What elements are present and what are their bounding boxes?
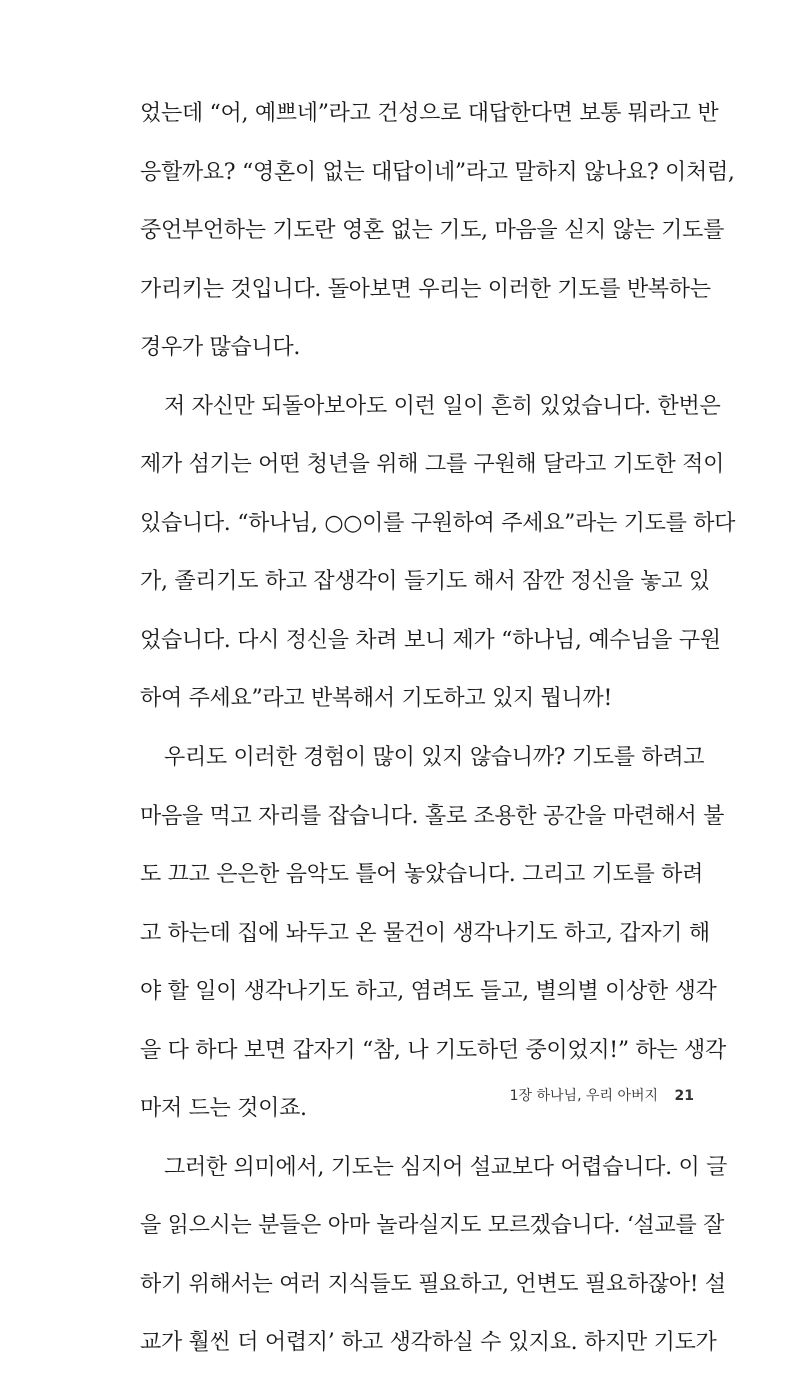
text-line: 경우가 많습니다. bbox=[140, 335, 301, 361]
text-line: 도 끄고 은은한 음악도 틀어 놓았습니다. 그리고 기도를 하려 bbox=[140, 862, 704, 888]
page-number: 21 bbox=[674, 1088, 694, 1104]
text-line: 저 자신만 되돌아보아도 이런 일이 흔히 있었습니다. 한번은 bbox=[164, 393, 721, 419]
text-line: 가, 졸리기도 하고 잡생각이 들기도 해서 잠깐 정신을 놓고 있 bbox=[140, 569, 710, 595]
page-footer bbox=[510, 1086, 694, 1106]
text-line: 가리키는 것입니다. 돌아보면 우리는 이러한 기도를 반복하는 bbox=[140, 276, 711, 302]
text-line: 었는데 “어, 예쁘네”라고 건성으로 대답한다면 보통 뭐라고 반 bbox=[140, 101, 719, 126]
text-line: 중언부언하는 기도란 영혼 없는 기도, 마음을 싣지 않는 기도를 bbox=[140, 218, 725, 244]
text-line: 하기 위해서는 여러 지식들도 필요하고, 언변도 필요하잖아! 설 bbox=[140, 1271, 726, 1297]
text-line: 응할까요? “영혼이 없는 대답이네”라고 말하지 않나요? 이처럼, bbox=[140, 159, 735, 185]
text-line: 고 하는데 집에 놔두고 온 물건이 생각나기도 하고, 갑자기 해 bbox=[140, 920, 710, 946]
text-line: 그러한 의미에서, 기도는 심지어 설교보다 어렵습니다. 이 글 bbox=[164, 1154, 728, 1180]
text-line: 을 다 하다 보면 갑자기 “참, 나 기도하던 중이었지!” 하는 생각 bbox=[140, 1037, 726, 1063]
text-line: 야 할 일이 생각나기도 하고, 염려도 들고, 별의별 이상한 생각 bbox=[140, 979, 717, 1005]
text-line: 제가 섬기는 어떤 청년을 위해 그를 구원해 달라고 기도한 적이 bbox=[140, 452, 725, 478]
text-line: 을 읽으시는 분들은 아마 놀라실지도 모르겠습니다. ‘설교를 잘 bbox=[140, 1213, 725, 1239]
text-line: 교가 훨씬 더 어렵지’ 하고 생각하실 수 있지요. 하지만 기도가 bbox=[140, 1330, 717, 1356]
body-text bbox=[140, 92, 736, 1380]
text-line: 마저 드는 것이죠. bbox=[140, 1096, 307, 1122]
text-line: 우리도 이러한 경험이 많이 있지 않습니까? 기도를 하려고 bbox=[164, 745, 705, 771]
text-line: 하여 주세요”라고 반복해서 기도하고 있지 뭡니까! bbox=[140, 686, 612, 712]
text-line: 있습니다. “하나님, ○○이를 구원하여 주세요”라는 기도를 하다 bbox=[140, 510, 736, 536]
text-line: 었습니다. 다시 정신을 차려 보니 제가 “하나님, 예수님을 구원 bbox=[140, 627, 721, 653]
text-line: 마음을 먹고 자리를 잡습니다. 홀로 조용한 공간을 마련해서 불 bbox=[140, 803, 725, 829]
chapter-title: 1장 하나님, 우리 아버지 bbox=[509, 1088, 659, 1104]
